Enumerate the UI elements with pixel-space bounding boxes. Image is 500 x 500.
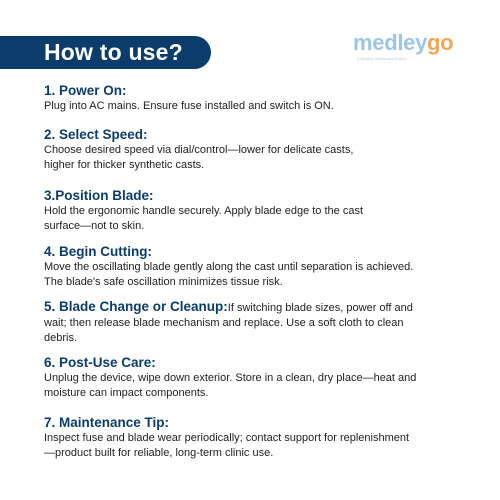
step-heading: 3.Position Blade: [44,188,154,203]
step-begin-cutting [44,244,464,290]
step-position-blade [44,188,464,234]
step-body: Hold the ergonomic handle securely. Apply blade edge to the cast surface—not to skin. [44,205,363,232]
step-heading: 7. Maintenance Tip: [44,415,170,430]
brand-logo [353,30,478,64]
step-body: Unplug the device, wipe down exterior. Store in a clean, dry place—heat and moisture can impact components. [44,372,417,399]
step-inline-text [44,299,420,346]
step-body: Choose desired speed via dial/control—lower for delicate casts, higher for thicker synthetic casts. [44,144,354,171]
step-body: Inspect fuse and blade wear periodically; contact support for replenishment—product built for reliable, long-term clinic use. [44,432,410,459]
step-select-speed [44,127,464,173]
step-post-use-care [44,355,464,401]
step-heading: 4. Begin Cutting: [44,244,152,259]
step-blade-change [44,299,420,346]
step-maintenance-tip [44,415,464,461]
header-banner [0,36,211,69]
step-heading: 6. Post-Use Care: [44,355,156,370]
logo-wordmark: medleygo [353,30,454,55]
logo-tagline: A Medley Healthcare Brand [357,56,406,61]
step-body: If switching blade sizes, power off and wait; then release blade mechanism and replace. Use a soft cloth to clean debris. [44,302,413,344]
page-title: How to use? [44,39,183,65]
step-heading: 1. Power On: [44,83,127,98]
step-heading: 5. Blade Change or Cleanup: [44,299,228,314]
step-power-on [44,83,464,114]
step-body: Plug into AC mains. Ensure fuse installed and switch is ON. [44,100,334,112]
step-heading: 2. Select Speed: [44,127,148,142]
step-body: Move the oscillating blade gently along the cast until separation is achieved. The blade's safe oscillation minimizes tissue risk. [44,261,414,288]
